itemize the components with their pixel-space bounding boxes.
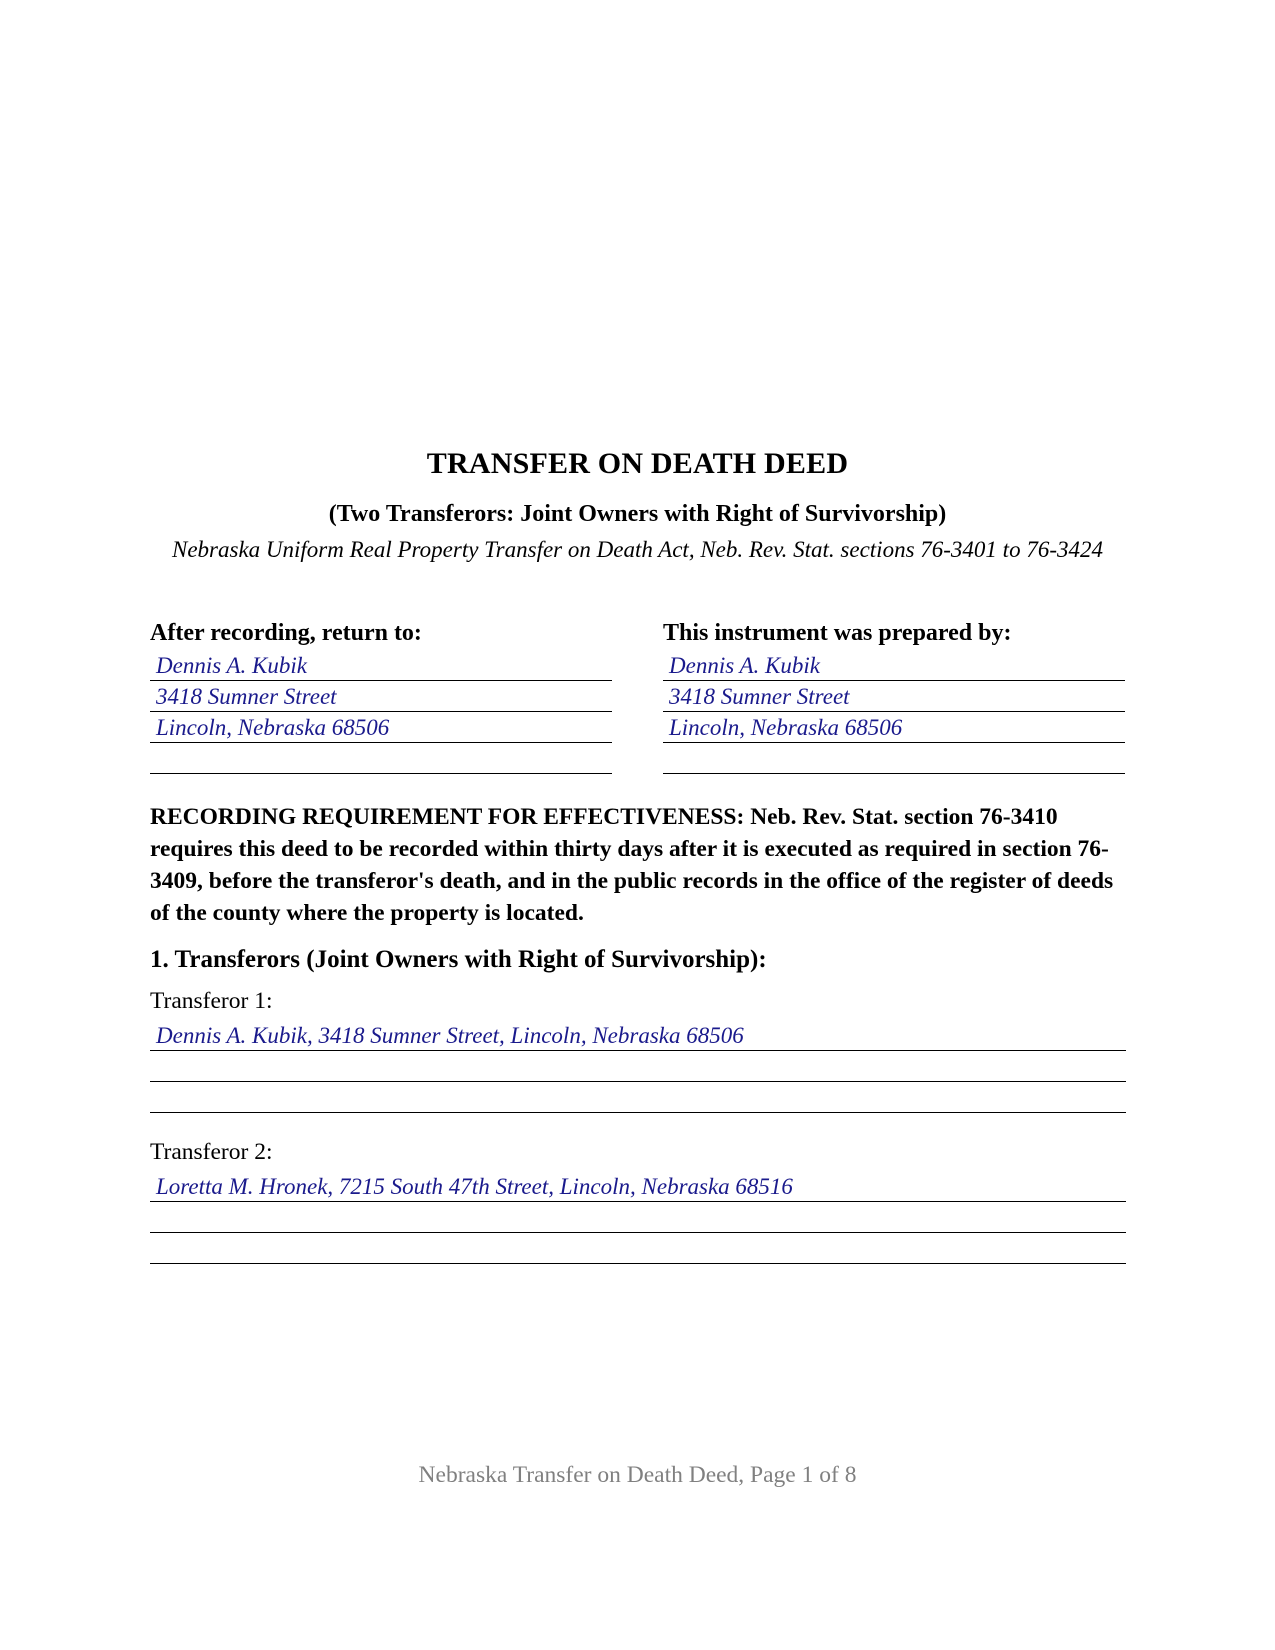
transferor-1-label: Transferor 1: [150, 988, 273, 1014]
transferor-2-line[interactable]: Loretta M. Hronek, 7215 South 47th Street, Lincoln, Nebraska 68516 [150, 1171, 1126, 1202]
return-to-block [150, 618, 612, 774]
document-subtitle: (Two Transferors: Joint Owners with Right of Survivorship) [328, 501, 947, 527]
document-title: TRANSFER ON DEATH DEED [426, 447, 849, 480]
prepared-by-line[interactable]: Lincoln, Nebraska 68506 [663, 712, 1125, 743]
prepared-by-heading: This instrument was prepared by: [663, 620, 1012, 646]
recording-requirement-notice: RECORDING REQUIREMENT FOR EFFECTIVENESS: Neb. Rev. Stat. section 76-3410 requires this deed to be recorded within thirty days after it is executed as required in section 76-3409, before the transferor's death, and in the public records in the office of the register of deeds of the county where the property is located. [150, 804, 1114, 926]
transferor-2-line[interactable] [150, 1202, 1126, 1233]
statute-reference: Nebraska Uniform Real Property Transfer on Death Act, Neb. Rev. Stat. sections 76-3401 to 76-3424 [172, 537, 1103, 562]
return-to-line[interactable] [150, 743, 612, 774]
transferor-2-line[interactable] [150, 1233, 1126, 1264]
transferor-2-label: Transferor 2: [150, 1139, 273, 1165]
return-to-line[interactable]: Dennis A. Kubik [150, 650, 612, 681]
prepared-by-line[interactable]: Dennis A. Kubik [663, 650, 1125, 681]
transferor-1-line[interactable] [150, 1082, 1126, 1113]
prepared-by-line[interactable] [663, 743, 1125, 774]
return-to-line[interactable]: 3418 Sumner Street [150, 681, 612, 712]
return-to-heading: After recording, return to: [150, 620, 422, 646]
transferor-1-line[interactable] [150, 1051, 1126, 1082]
transferor-1-block [150, 986, 1126, 1113]
prepared-by-block [663, 618, 1125, 774]
transferor-2-block [150, 1137, 1126, 1264]
page-footer: Nebraska Transfer on Death Deed, Page 1 of 8 [418, 1462, 857, 1488]
transferor-1-line[interactable]: Dennis A. Kubik, 3418 Sumner Street, Lincoln, Nebraska 68506 [150, 1020, 1126, 1051]
section-1-heading: 1. Transferors (Joint Owners with Right of Survivorship): [150, 946, 767, 973]
return-to-line[interactable]: Lincoln, Nebraska 68506 [150, 712, 612, 743]
prepared-by-line[interactable]: 3418 Sumner Street [663, 681, 1125, 712]
